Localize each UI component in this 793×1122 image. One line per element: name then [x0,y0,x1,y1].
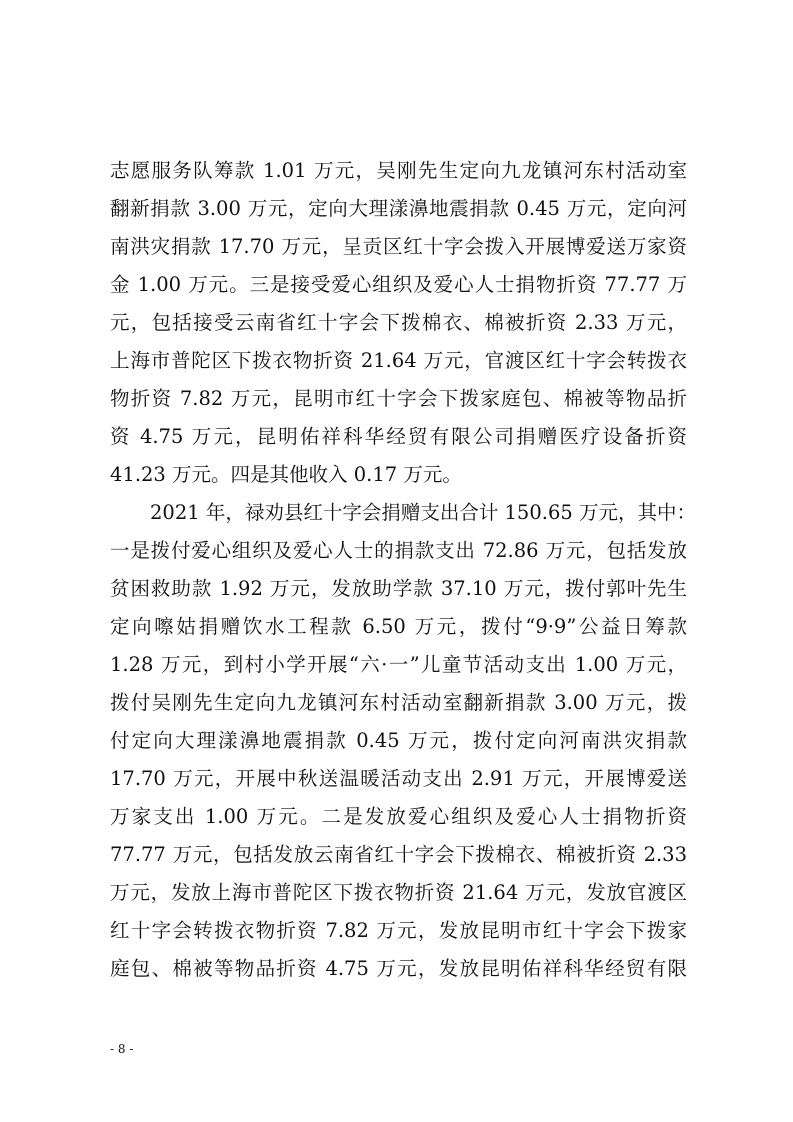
page-number: - 8 - [110,1042,134,1056]
text-line: 万元，发放上海市普陀区下拨衣物折资 21.64 万元，发放官渡区 [110,881,687,904]
text-line: 金 1.00 万元。三是接受爱心组织及爱心人士捐物折资 77.77 万 [110,273,687,296]
text-line: 付定向大理漾濞地震捐款 0.45 万元，拨付定向河南洪灾捐款 [110,729,687,752]
text-line: 志愿服务队筹款 1.01 万元，吴刚先生定向九龙镇河东村活动室 [110,159,687,182]
text-line: 红十字会转拨衣物折资 7.82 万元，发放昆明市红十字会下拨家 [110,919,687,942]
text-line: 南洪灾捐款 17.70 万元，呈贡区红十字会拨入开展博爱送万家资 [110,235,687,258]
text-line: 上海市普陀区下拨衣物折资 21.64 万元，官渡区红十字会转拨衣 [110,349,687,372]
text-line: 17.70 万元，开展中秋送温暖活动支出 2.91 万元，开展博爱送 [110,767,687,790]
text-line: 77.77 万元，包括发放云南省红十字会下拨棉衣、棉被折资 2.33 [110,843,687,866]
text-line: 庭包、棉被等物品折资 4.75 万元，发放昆明佑祥科华经贸有限 [110,957,687,980]
text-line: 拨付吴刚先生定向九龙镇河东村活动室翻新捐款 3.00 万元，拨 [110,691,687,714]
text-line: 贫困救助款 1.92 万元，发放助学款 37.10 万元，拨付郭叶先生 [110,577,687,600]
text-line: 万家支出 1.00 万元。二是发放爱心组织及爱心人士捐物折资 [110,805,687,828]
text-line: 2021 年，禄劝县红十字会捐赠支出合计 150.65 万元，其中： [150,501,696,524]
text-line: 41.23 万元。四是其他收入 0.17 万元。 [110,463,462,486]
text-line: 定向嚓姑捐赠饮水工程款 6.50 万元，拨付“9·9”公益日筹款 [110,615,687,638]
text-line: 一是拨付爱心组织及爱心人士的捐款支出 72.86 万元，包括发放 [110,539,687,562]
text-line: 物折资 7.82 万元，昆明市红十字会下拨家庭包、棉被等物品折 [110,387,687,410]
text-line: 1.28 万元，到村小学开展“六·一”儿童节活动支出 1.00 万元， [110,653,687,676]
text-line: 元，包括接受云南省红十字会下拨棉衣、棉被折资 2.33 万元， [110,311,687,334]
text-line: 资 4.75 万元，昆明佑祥科华经贸有限公司捐赠医疗设备折资 [110,425,687,448]
text-line: 翻新捐款 3.00 万元，定向大理漾濞地震捐款 0.45 万元，定向河 [110,197,687,220]
